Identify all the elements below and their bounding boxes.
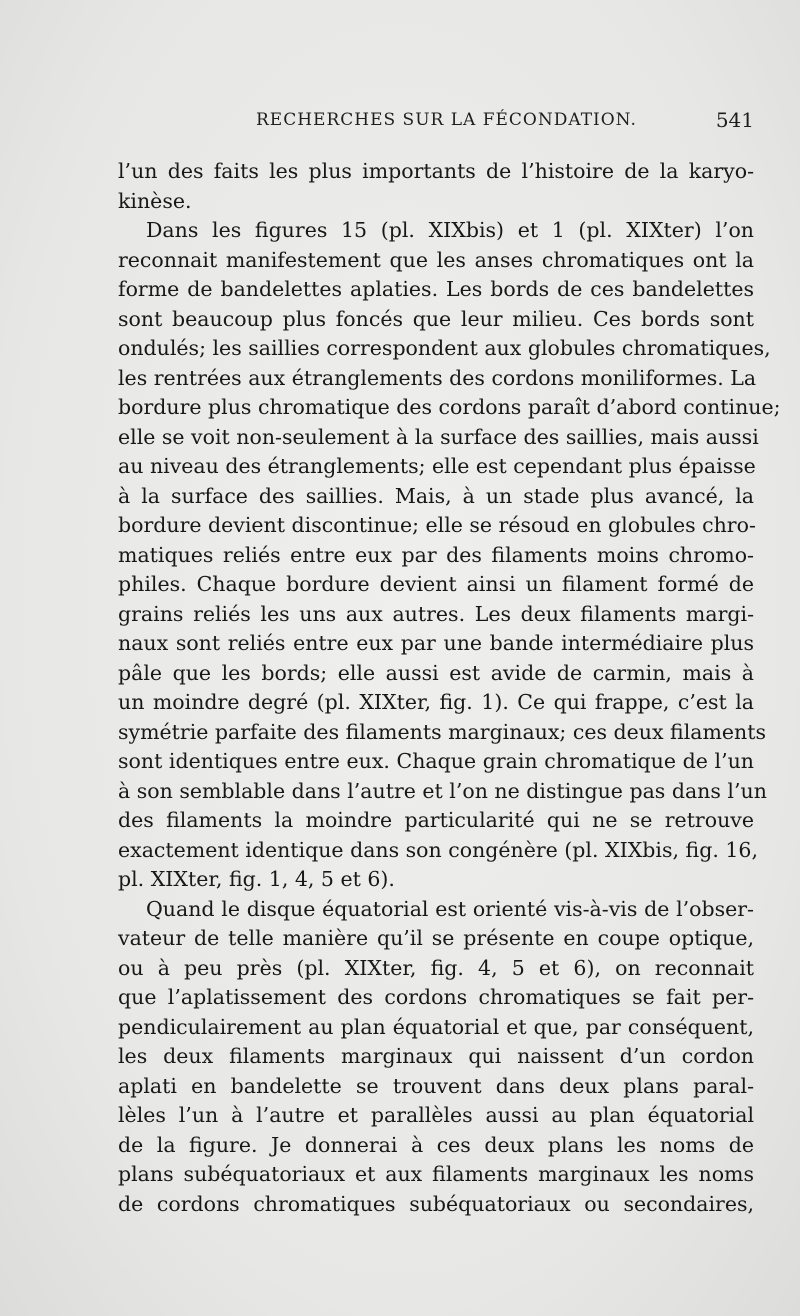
text-line: philes. Chaque bordure devient ainsi un filament formé de	[118, 572, 754, 596]
text-line: symétrie parfaite des filaments marginaux; ces deux filaments	[118, 719, 767, 744]
text-line: à la surface des saillies. Mais, à un stade plus avancé, la	[118, 483, 754, 508]
text-line: ou à peu près (pl. XIXter, fig. 4, 5 et 6), on reconnait	[118, 955, 754, 980]
text-line: un moindre degré (pl. XIXter, fig. 1). Ce qui frappe, c’est la	[118, 690, 754, 714]
text-line: exactement identique dans son congénère (pl. XIXbis, fig. 16,	[118, 837, 758, 862]
text-line: de la figure. Je donnerai à ces deux plans les noms de	[118, 1132, 754, 1157]
text-line: forme de bandelettes aplaties. Les bords de ces bandelettes	[118, 277, 754, 301]
text-line: que l’aplatissement des cordons chromatiques se fait per-	[118, 985, 754, 1009]
text-line: vateur de telle manière qu’il se présente en coupe optique,	[118, 926, 754, 950]
running-head	[118, 108, 754, 138]
page-number: 541	[715, 108, 754, 132]
text-line: pendiculairement au plan équatorial et que, par conséquent,	[118, 1014, 754, 1039]
text-line: bordure devient discontinue; elle se résoud en globules chro-	[118, 513, 756, 537]
text-line: matiques reliés entre eux par des filaments moins chromo-	[118, 542, 754, 567]
text-line: aplati en bandelette se trouvent dans deux plans paral-	[118, 1073, 754, 1098]
text-line: des filaments la moindre particularité qui ne se retrouve	[118, 808, 754, 832]
paragraph-start-line: Quand le disque équatorial est orienté vis-à-vis de l’obser-	[146, 896, 754, 921]
text-line: sont identiques entre eux. Chaque grain chromatique de l’un	[118, 749, 754, 773]
text-line: l’un des faits les plus importants de l’histoire de la karyo-	[118, 159, 754, 183]
text-line: les deux filaments marginaux qui naissent d’un cordon	[118, 1044, 754, 1068]
text-line: elle se voit non-seulement à la surface des saillies, mais aussi	[118, 424, 759, 449]
text-line: de cordons chromatiques subéquatoriaux ou secondaires,	[118, 1191, 754, 1216]
text-line: pl. XIXter, fig. 1, 4, 5 et 6).	[118, 867, 395, 891]
text-line: reconnait manifestement que les anses chromatiques ont la	[118, 247, 754, 272]
text-line: sont beaucoup plus foncés que leur milieu. Ces bords sont	[118, 306, 754, 331]
text-line: lèles l’un à l’autre et parallèles aussi au plan équatorial	[118, 1103, 754, 1127]
text-line: à son semblable dans l’autre et l’on ne distingue pas dans l’un	[118, 778, 767, 803]
running-title: RECHERCHES SUR LA FÉCONDATION.	[256, 110, 637, 130]
text-line: ondulés; les saillies correspondent aux globules chromatiques,	[118, 336, 771, 360]
text-line: kinèse.	[118, 188, 192, 213]
paragraph-start-line: Dans les figures 15 (pl. XIXbis) et 1 (pl. XIXter) l’on	[146, 218, 754, 242]
text-line: pâle que les bords; elle aussi est avide de carmin, mais à	[118, 660, 754, 685]
text-line: naux sont reliés entre eux par une bande intermédiaire plus	[118, 631, 754, 655]
text-line: plans subéquatoriaux et aux filaments marginaux les noms	[118, 1162, 754, 1186]
text-line: les rentrées aux étranglements des cordons moniliformes. La	[118, 365, 757, 390]
text-line: bordure plus chromatique des cordons paraît d’abord continue;	[118, 395, 781, 419]
body-text	[118, 157, 781, 1219]
text-line: grains reliés les uns aux autres. Les deux filaments margi-	[118, 601, 754, 626]
text-line: au niveau des étranglements; elle est cependant plus épaisse	[118, 454, 756, 478]
